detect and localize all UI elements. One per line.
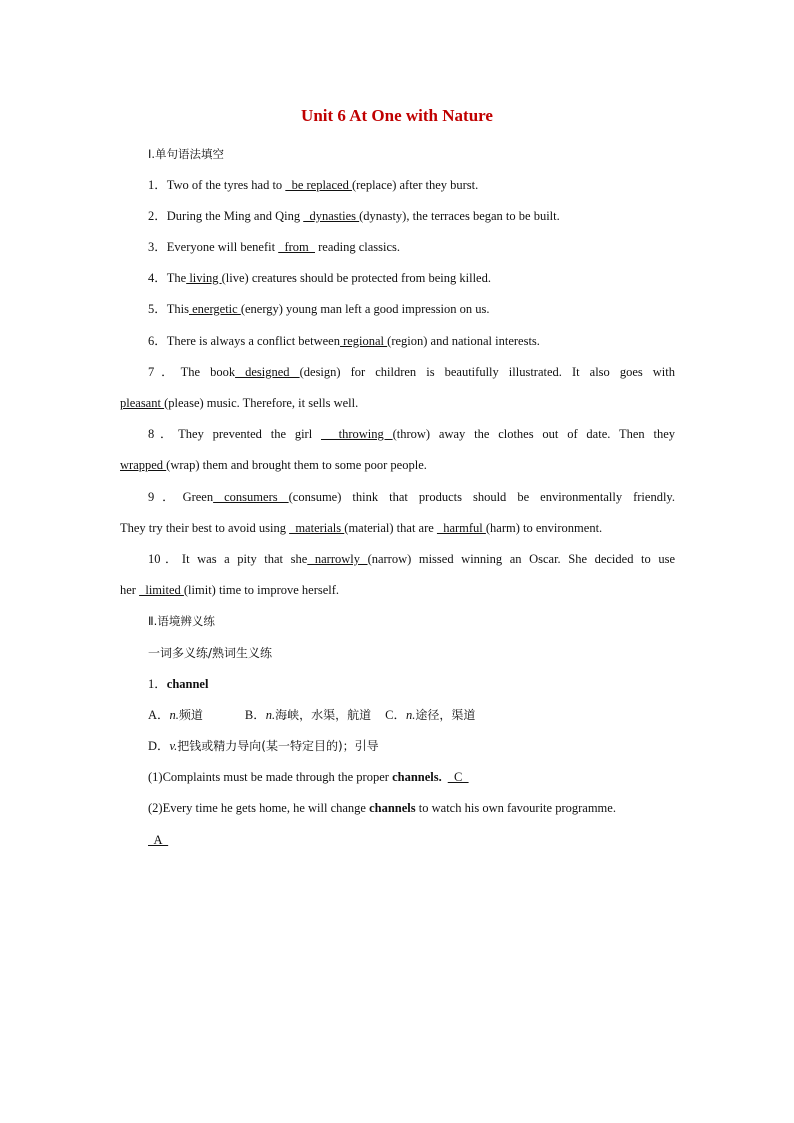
vocab-headword: channel [166, 677, 209, 691]
answer-blank: narrowly [307, 552, 368, 566]
section-heading-grammar: Ⅰ.单句语法填空 [148, 147, 225, 161]
item-text: (region) and national interests. [387, 334, 540, 348]
question-text: (2)Every time he gets home, he will change [148, 801, 370, 815]
item-text: reading classics. [315, 240, 401, 254]
exercise-item-8-line-2 [120, 456, 675, 474]
item-number: 9． [148, 490, 183, 504]
answer-blank: living [186, 271, 222, 285]
context-question-2-answer [148, 831, 675, 849]
answer-blank: from [278, 240, 315, 254]
answer-blank: pleasant [120, 396, 165, 410]
exercise-item-4 [148, 269, 675, 287]
context-question-1 [148, 768, 675, 786]
question-text: (1)Complaints must be made through the proper [148, 770, 393, 784]
item-number: 7． [148, 365, 181, 379]
exercise-item-5 [148, 300, 675, 318]
option-d [148, 739, 379, 753]
section-heading-context: Ⅱ.语境辨义练 [148, 614, 215, 628]
item-number: 4． [148, 271, 167, 285]
option-label: A． [148, 708, 170, 722]
answer-blank: consumers [213, 490, 289, 504]
keyword: channels [369, 801, 416, 815]
option-label: B． [244, 708, 266, 722]
item-text: The book [180, 365, 236, 379]
answer-blank: designed [235, 365, 300, 379]
item-text: They try their best to avoid using [120, 521, 290, 535]
item-text: Two of the tyres had to [166, 178, 286, 192]
item-number: 3． [148, 240, 167, 254]
item-number: 8． [148, 427, 179, 441]
item-number: 10． [148, 552, 182, 566]
answer-blank: materials [289, 521, 345, 535]
answer-blank: A [148, 833, 169, 847]
item-text: (design) for children is beautifully illustrated. It also goes with [299, 365, 675, 379]
item-text: This [166, 302, 189, 316]
exercise-item-9-line-1 [148, 488, 675, 506]
option-b [245, 708, 371, 722]
item-text: (wrap) them and brought them to some poor people. [166, 458, 427, 472]
item-text: (energy) young man left a good impression on us. [240, 302, 490, 316]
item-text: (limit) time to improve herself. [183, 583, 340, 597]
option-text: 途径，渠道 [415, 708, 476, 722]
item-text: (dynasty), the terraces began to be built. [359, 209, 560, 223]
part-of-speech: n. [169, 708, 179, 722]
option-label: C． [385, 708, 406, 722]
item-text: During the Ming and Qing [166, 209, 304, 223]
item-text: Everyone will benefit [166, 240, 279, 254]
item-number: 5． [148, 302, 167, 316]
item-text: It was a pity that she [181, 552, 308, 566]
item-number: 2． [148, 209, 167, 223]
item-text: (consume) think that products should be environmentally friendly. [288, 490, 675, 504]
item-text: They prevented the girl [178, 427, 322, 441]
answer-blank: energetic [189, 302, 241, 316]
vocab-word [148, 675, 675, 693]
item-number: 1． [148, 178, 167, 192]
item-text: (please) music. Therefore, it sells well. [164, 396, 359, 410]
answer-blank: throwing [321, 427, 393, 441]
option-text: 海峡，水渠，航道 [275, 708, 372, 722]
item-number: 1． [148, 677, 167, 691]
meaning-options-line-1 [148, 706, 675, 724]
section-subheading: 一词多义练/熟词生义练 [148, 646, 273, 660]
exercise-item-7-line-2 [120, 394, 675, 412]
answer-blank: C [447, 770, 469, 784]
context-question-2 [148, 799, 675, 817]
exercise-item-2 [148, 207, 675, 225]
option-a [148, 708, 203, 722]
option-label: D． [148, 739, 170, 753]
exercise-item-10-line-1 [148, 550, 675, 568]
exercise-item-1 [148, 176, 675, 194]
exercise-item-10-line-2 [120, 581, 675, 599]
item-text: (replace) after they burst. [351, 178, 479, 192]
item-text: (throw) away the clothes out of date. Then they [392, 427, 675, 441]
exercise-item-6 [148, 332, 675, 350]
page-title: Unit 6 At One with Nature [301, 106, 493, 125]
item-text: (material) that are [344, 521, 437, 535]
option-text: 频道 [178, 708, 203, 722]
option-text: 把钱或精力导向(某一特定目的)；引导 [177, 739, 379, 753]
answer-blank: regional [339, 334, 388, 348]
question-text: to watch his own favourite programme. [415, 801, 616, 815]
exercise-item-8-line-1 [148, 425, 675, 443]
item-text: (narrow) missed winning an Oscar. She decided to use [367, 552, 675, 566]
answer-blank: limited [139, 583, 184, 597]
part-of-speech: n. [406, 708, 416, 722]
answer-blank: dynasties [303, 209, 360, 223]
exercise-item-7-line-1 [148, 363, 675, 381]
option-c [385, 708, 475, 722]
answer-blank: be replaced [285, 178, 352, 192]
keyword: channels. [392, 770, 442, 784]
item-text: Green [182, 490, 214, 504]
item-text: her [120, 583, 140, 597]
item-text: (harm) to environment. [485, 521, 603, 535]
answer-blank: wrapped [120, 458, 167, 472]
item-text: (live) creatures should be protected from being killed. [221, 271, 491, 285]
item-text: The [166, 271, 187, 285]
meaning-options-line-2 [148, 737, 675, 755]
exercise-item-9-line-2 [120, 519, 675, 537]
item-number: 6． [148, 334, 167, 348]
part-of-speech: v. [169, 739, 178, 753]
item-text: There is always a conflict between [166, 334, 340, 348]
answer-blank: harmful [436, 521, 486, 535]
part-of-speech: n. [265, 708, 276, 722]
exercise-item-3 [148, 238, 675, 256]
